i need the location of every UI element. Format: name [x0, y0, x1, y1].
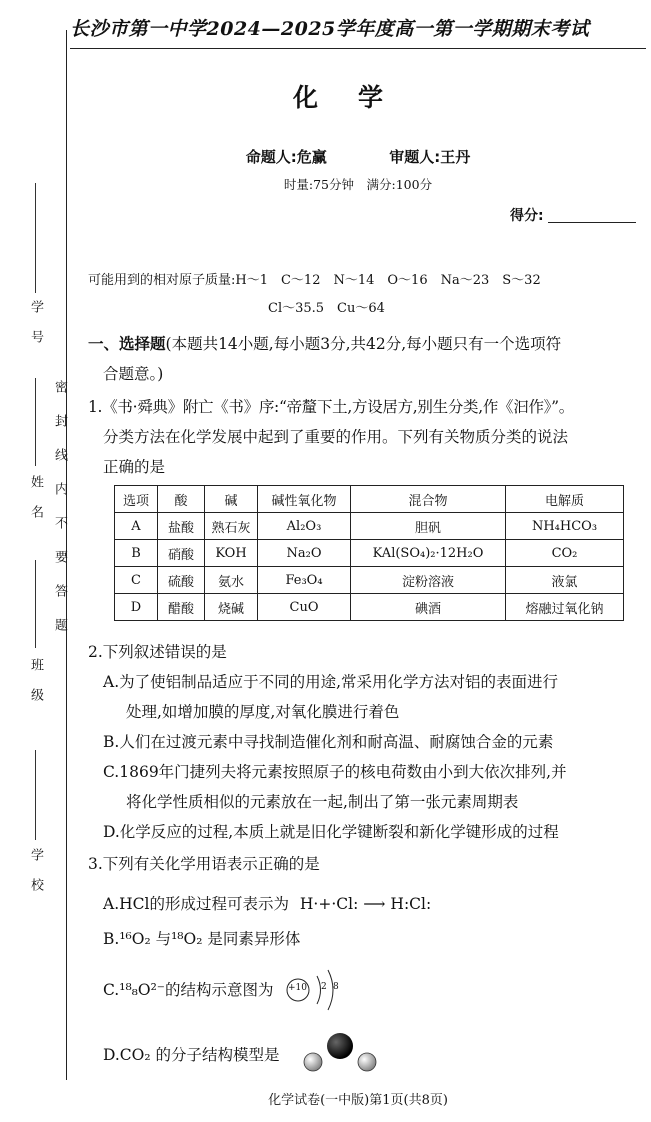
- table-cell: 硝酸: [158, 540, 205, 567]
- reviewer: 审题人:王丹: [389, 148, 471, 166]
- q3-option-c-text: 的结构示意图为: [164, 981, 274, 999]
- table-cell: KOH: [205, 540, 258, 567]
- table-cell: 液氯: [506, 567, 624, 594]
- table-header: 碱性氧化物: [258, 486, 351, 513]
- section-heading: [88, 329, 644, 389]
- q1-line2: 分类方法在化学发展中起到了重要的作用。下列有关物质分类的说法: [103, 428, 569, 446]
- atomic-masses-line1: 可能用到的相对原子质量:H～1 C～12 N～14 O～16 Na～23 S～32: [88, 273, 541, 288]
- q3-option-b: B.¹⁶O₂ 与¹⁸O₂ 是同素异形体: [103, 930, 301, 948]
- student-id-line: [35, 183, 36, 293]
- q1-table: [114, 485, 624, 621]
- q2-option-c: C.1869年门捷列夫将元素按照原子的核电荷数由小到大依次排列,并: [103, 763, 567, 781]
- setter: 命题人:危赢: [245, 148, 327, 166]
- q2-stem: 2.下列叙述错误的是: [88, 643, 227, 661]
- table-cell: 胆矾: [351, 513, 506, 540]
- score-blank[interactable]: [548, 222, 636, 223]
- student-id-label: 学 号: [28, 300, 43, 345]
- class-label: 班 级: [28, 658, 43, 703]
- table-cell: 熔融过氧化钠: [506, 594, 624, 621]
- q3-option-c: [103, 975, 274, 1005]
- section-desc: (本题共14小题,每小题3分,共42分,每小题只有一个选项符: [165, 335, 562, 353]
- table-cell: 烧碱: [205, 594, 258, 621]
- table-cell: 硫酸: [158, 567, 205, 594]
- q3-oxide-ion: ¹⁸₈O²⁻: [119, 981, 165, 999]
- q2-option-b: B.人们在过渡元素中寻找制造催化剂和耐高温、耐腐蚀合金的元素: [103, 733, 554, 751]
- table-row: [115, 513, 624, 540]
- name-label: 姓 名: [28, 475, 43, 520]
- q3-option-c-prefix: C.: [103, 981, 120, 999]
- table-cell: C: [115, 567, 158, 594]
- table-row: [115, 594, 624, 621]
- table-cell: CO₂: [506, 540, 624, 567]
- shell-1-electrons: 2: [321, 982, 327, 992]
- table-cell: Fe₃O₄: [258, 567, 351, 594]
- question-2: [88, 637, 644, 847]
- page-footer: 化学试卷(一中版)第1页(共8页): [268, 1093, 448, 1108]
- q3-option-a: [103, 889, 431, 919]
- atomic-structure-diagram: [284, 966, 348, 1014]
- molecule-model-image: [300, 1030, 380, 1078]
- reaction-arrow-icon: ⟶: [363, 895, 386, 913]
- table-cell: 盐酸: [158, 513, 205, 540]
- table-row: [115, 567, 624, 594]
- q1-line1: 1.《书·舜典》附亡《书》序:“帝釐下土,方设居方,别生分类,作《汩作》”。: [88, 398, 574, 416]
- table-header: 酸: [158, 486, 205, 513]
- table-cell: CuO: [258, 594, 351, 621]
- school-line: [35, 750, 36, 840]
- hcl-formula-right: H:Cl:: [390, 895, 432, 913]
- shell-2-electrons: 8: [333, 982, 339, 992]
- section-desc-cont: 合题意。): [103, 365, 164, 383]
- table-cell: 氨水: [205, 567, 258, 594]
- table-cell: NH₄HCO₃: [506, 513, 624, 540]
- table-header: 选项: [115, 486, 158, 513]
- q3-option-d: D.CO₂ 的分子结构模型是: [103, 1046, 280, 1064]
- school-label: 学 校: [28, 848, 43, 893]
- table-cell: 醋酸: [158, 594, 205, 621]
- table-cell: D: [115, 594, 158, 621]
- q1-line3: 正确的是: [103, 458, 166, 476]
- q2-option-a-cont: 处理,如增加膜的厚度,对氧化膜进行着色: [126, 703, 400, 721]
- q3-option-a-text: A.HCl的形成过程可表示为: [103, 895, 289, 913]
- class-line: [35, 560, 36, 648]
- table-header: 混合物: [351, 486, 506, 513]
- exam-title: 长沙市第一中学2024—2025学年度高一第一学期期末考试: [70, 14, 646, 49]
- name-line: [35, 378, 36, 466]
- table-cell: B: [115, 540, 158, 567]
- table-header: 碱: [205, 486, 258, 513]
- table-header-row: [115, 486, 624, 513]
- seal-notice: 密 封 线 内 不 要 答 题: [52, 380, 67, 635]
- q3-stem: 3.下列有关化学用语表示正确的是: [88, 855, 320, 873]
- score-label: 得分:: [510, 208, 544, 224]
- table-header: 电解质: [506, 486, 624, 513]
- table-row: [115, 540, 624, 567]
- table-cell: 熟石灰: [205, 513, 258, 540]
- table-cell: Na₂O: [258, 540, 351, 567]
- authors: [70, 146, 646, 167]
- subject-title: 化学: [292, 83, 423, 112]
- atomic-masses-line2: Cl～35.5 Cu～64: [268, 301, 385, 316]
- time-info: 时量:75分钟 满分:100分: [283, 177, 433, 192]
- nucleus-charge: +10: [288, 983, 307, 993]
- table-cell: Al₂O₃: [258, 513, 351, 540]
- table-cell: KAl(SO₄)₂·12H₂O: [351, 540, 506, 567]
- section-title: 一、选择题: [88, 335, 166, 353]
- table-cell: 碘酒: [351, 594, 506, 621]
- table-cell: 淀粉溶液: [351, 567, 506, 594]
- q2-option-a: A.为了使铝制品适应于不同的用途,常采用化学方法对铝的表面进行: [103, 673, 559, 691]
- q2-option-d: D.化学反应的过程,本质上就是旧化学键断裂和新化学键形成的过程: [103, 823, 559, 841]
- hcl-formula-left: H·+·Cl:: [299, 895, 359, 913]
- question-1: [88, 392, 644, 482]
- table-cell: A: [115, 513, 158, 540]
- q2-option-c-cont: 将化学性质相似的元素放在一起,制出了第一张元素周期表: [126, 793, 519, 811]
- atomic-masses: [88, 267, 541, 323]
- molecule-icon: [300, 1030, 380, 1078]
